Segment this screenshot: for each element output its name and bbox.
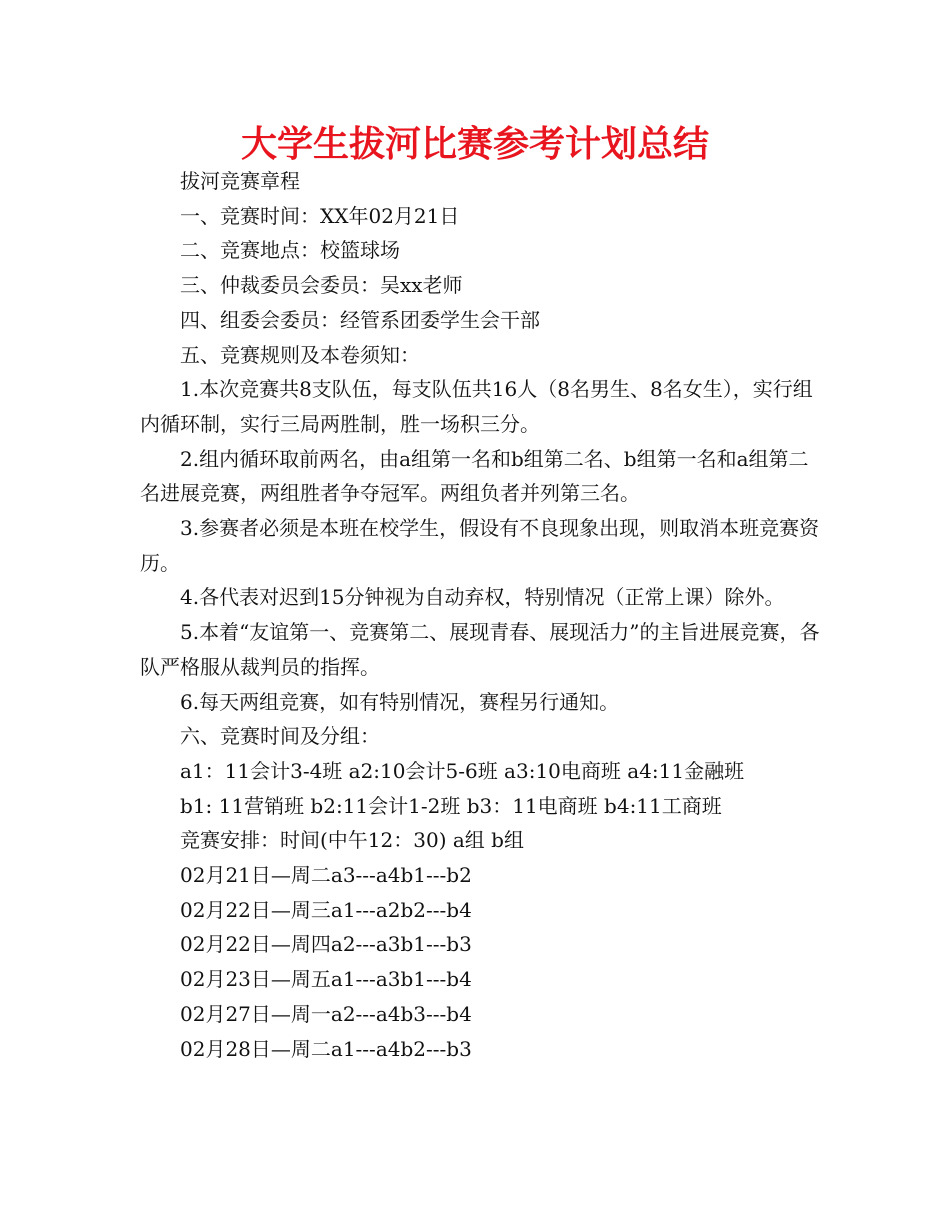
schedule-row: 02月22日—周四a2---a3b1---b3 [180,932,472,957]
group-a-list: a1：11会计3-4班 a2:10会计5-6班 a3:10电商班 a4:11金融班 [180,758,745,783]
rule-1: 1.本次竞赛共8支队伍，每支队伍共16人（8名男生、8名女生），实行组内循环制，实行三局两胜制，胜一场积三分。 [140,377,813,436]
document-title: 大学生拔河比赛参考计划总结 [240,124,709,165]
item-time: 一、竞赛时间：XX年02月21日 [180,203,460,228]
heading-rules: 拔河竞赛章程 [180,169,300,193]
schedule-row: 02月21日—周二a3---a4b1---b2 [180,863,472,888]
schedule-header: 竞赛安排：时间(中午12：30) a组 b组 [180,828,524,853]
item-venue: 二、竞赛地点：校篮球场 [180,238,400,263]
section-schedule-heading: 六、竞赛时间及分组： [180,724,380,749]
schedule-row: 02月23日—周五a1---a3b1---b4 [180,967,472,992]
item-rules-heading: 五、竞赛规则及本卷须知： [180,342,420,367]
rule-5: 5.本着“友谊第一、竞赛第二、展现青春、展现活力”的主旨进展竞赛，各队严格服从裁判员的指挥。 [140,620,820,679]
rule-6: 6.每天两组竞赛，如有特别情况，赛程另行通知。 [180,689,620,714]
item-arbitration: 三、仲裁委员会委员：吴xx老师 [180,273,463,298]
rule-3: 3.参赛者必须是本班在校学生，假设有不良现象出现，则取消本班竞赛资历。 [140,516,820,575]
rule-2: 2.组内循环取前两名，由a组第一名和b组第二名、b组第一名和a组第二名进展竞赛，两组胜者争夺冠军。两组负者并列第三名。 [140,446,809,506]
schedule-row: 02月28日—周二a1---a4b2---b3 [180,1036,472,1061]
document-body [140,164,820,1066]
group-b-list: b1: 11营销班 b2:11会计1-2班 b3：11电商班 b4:11工商班 [180,793,722,818]
item-committee: 四、组委会委员：经管系团委学生会干部 [180,307,540,332]
schedule-row: 02月22日—周三a1---a2b2---b4 [180,897,472,922]
rule-4: 4.各代表对迟到15分钟视为自动弃权，特别情况（正常上课）除外。 [180,585,785,610]
schedule-row: 02月27日—周一a2---a4b3---b4 [180,1001,472,1026]
